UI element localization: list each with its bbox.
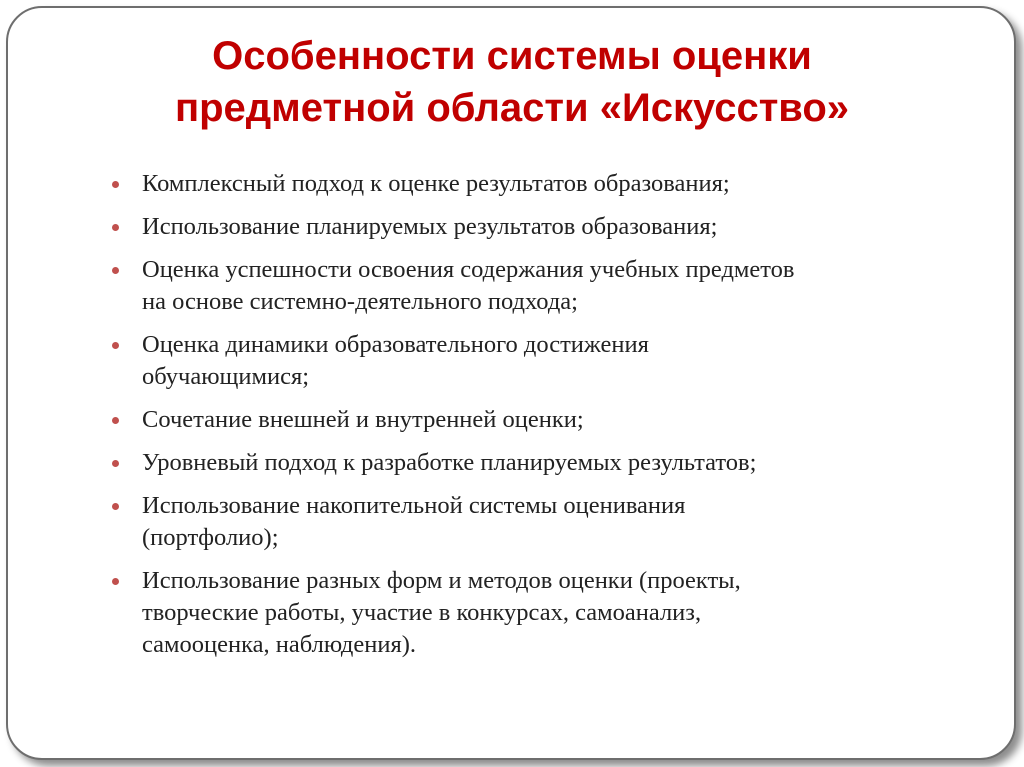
list-item-line: творческие работы, участие в конкурсах, самоанализ, [142, 599, 702, 626]
list-item [112, 565, 972, 661]
list-item-line: самооценка, наблюдения). [142, 631, 417, 658]
list-item [112, 447, 972, 479]
list-item-line: обучающимися; [142, 363, 310, 390]
bullet-dot-icon [112, 181, 119, 188]
slide-title [60, 30, 964, 134]
list-item [112, 254, 972, 318]
bullet-dot-icon [112, 578, 119, 585]
list-item [112, 168, 972, 200]
bullet-list [112, 168, 972, 672]
bullet-dot-icon [112, 267, 119, 274]
list-item [112, 404, 972, 436]
list-item [112, 329, 972, 393]
list-item-line: Оценка динамики образовательного достижения [142, 331, 649, 358]
list-item-line: (портфолио); [142, 524, 279, 551]
list-item [112, 211, 972, 243]
bullet-dot-icon [112, 224, 119, 231]
list-item [112, 490, 972, 554]
list-item-line: Использование планируемых результатов образования; [142, 213, 718, 240]
bullet-dot-icon [112, 342, 119, 349]
list-item-line: на основе системно-деятельного подхода; [142, 288, 578, 315]
list-item-line: Оценка успешности освоения содержания учебных предметов [142, 256, 795, 283]
list-item-line: Уровневый подход к разработке планируемых результатов; [142, 449, 757, 476]
list-item-line: Сочетание внешней и внутренней оценки; [142, 406, 584, 433]
list-item-line: Использование разных форм и методов оценки (проекты, [142, 567, 741, 594]
bullet-dot-icon [112, 503, 119, 510]
list-item-line: Комплексный подход к оценке результатов образования; [142, 170, 730, 197]
title-line-1: Особенности системы оценки [212, 34, 812, 78]
title-line-2: предметной области «Искусство» [174, 86, 850, 130]
list-item-line: Использование накопительной системы оценивания [142, 492, 686, 519]
bullet-dot-icon [112, 417, 119, 424]
bullet-dot-icon [112, 460, 119, 467]
